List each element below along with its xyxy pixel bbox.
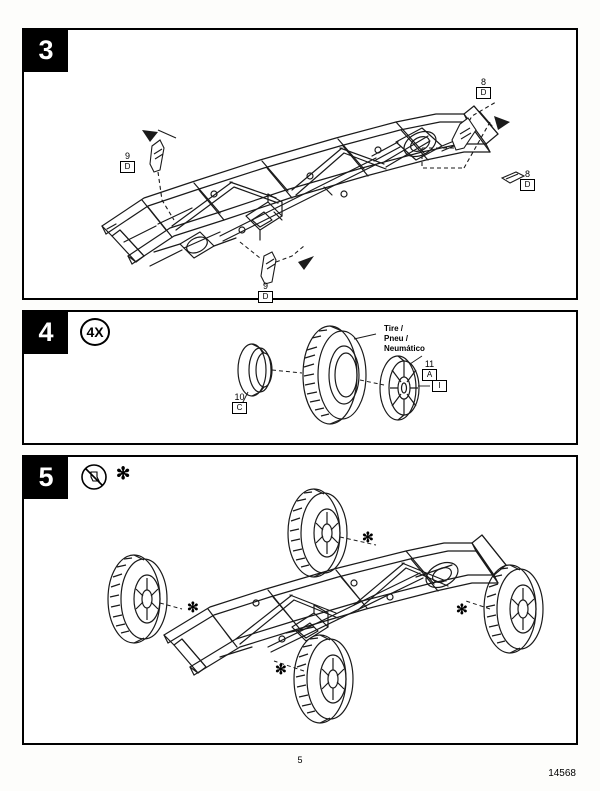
assembly-mark-2: ✻ [187, 601, 199, 616]
part-letter-box: D [520, 179, 535, 191]
callout-part-8-right: 8 D [520, 170, 535, 191]
callout-part-rim-letter [432, 380, 447, 392]
asterisk-legend: ✻ [116, 464, 131, 483]
callout-part-9-bottom: 9 D [258, 282, 273, 303]
step-panel-3 [22, 28, 578, 300]
part-letter-box: D [120, 161, 135, 173]
part-letter-box: A [422, 369, 437, 381]
chassis-assembly-diagram [24, 30, 576, 298]
step-panel-4 [22, 310, 578, 445]
callout-part-8-top: 8 D [476, 78, 491, 99]
wheel-assembly-diagram [24, 312, 576, 443]
tire-label: Tire / Pneu / Neumático [384, 324, 425, 353]
step-number-4: 4 [24, 312, 68, 352]
callout-part-10: 10 C [232, 393, 247, 414]
callout-part-9-left: 9 D [120, 152, 135, 173]
assembly-mark-1: ✻ [362, 531, 374, 546]
step-number-5: 5 [24, 457, 68, 497]
assembly-mark-3: ✻ [456, 603, 468, 618]
repeat-count-badge: 4X [80, 318, 110, 346]
part-letter-box: I [432, 380, 447, 392]
part-letter-box: D [258, 291, 273, 303]
callout-part-11: 11 A [422, 360, 437, 381]
part-letter-box: D [476, 87, 491, 99]
step-panel-5 [22, 455, 578, 745]
document-code: 14568 [548, 768, 576, 779]
chassis-with-wheels-diagram [24, 457, 576, 743]
part-letter-box: C [232, 402, 247, 414]
step-number-3: 3 [24, 30, 68, 70]
page-number: 5 [297, 755, 303, 765]
assembly-mark-4: ✻ [275, 663, 287, 678]
